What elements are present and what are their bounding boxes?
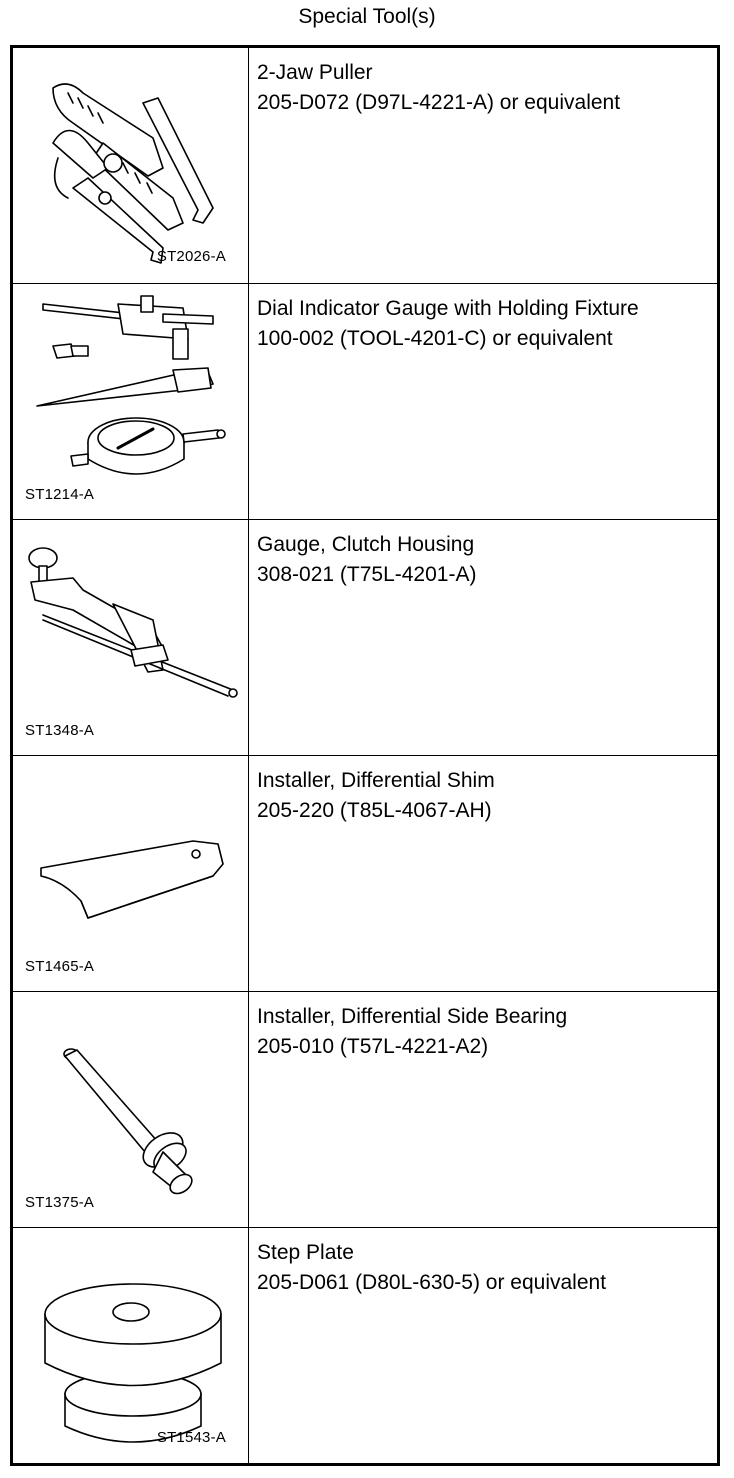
image-code: ST1375-A xyxy=(25,1194,95,1211)
dial-indicator-icon xyxy=(13,284,248,519)
tool-image-cell xyxy=(13,520,249,755)
image-code: ST1214-A xyxy=(25,486,95,503)
tool-number: 205-220 (T85L-4067-AH) xyxy=(257,799,492,822)
table-row xyxy=(13,756,717,992)
image-code: ST1543-A xyxy=(156,1429,226,1446)
tool-image-cell xyxy=(13,756,249,991)
side-bearing-installer-icon xyxy=(13,992,248,1227)
tool-description xyxy=(257,294,717,354)
tool-name: Dial Indicator Gauge with Holding Fixture xyxy=(257,297,639,320)
table-row xyxy=(13,284,717,520)
special-tools-table xyxy=(10,45,720,1466)
table-row xyxy=(13,48,717,284)
step-plate-icon xyxy=(13,1228,248,1463)
tool-number: 100-002 (TOOL-4201-C) or equivalent xyxy=(257,327,613,350)
shim-installer-icon xyxy=(13,756,248,991)
tool-image-cell xyxy=(13,284,249,519)
tool-number: 308-021 (T75L-4201-A) xyxy=(257,563,477,586)
tool-name: Installer, Differential Side Bearing xyxy=(257,1005,568,1028)
tool-description xyxy=(257,1002,717,1062)
tool-name: Step Plate xyxy=(257,1241,354,1264)
image-code: ST1348-A xyxy=(25,722,95,739)
tool-name: Gauge, Clutch Housing xyxy=(257,533,475,556)
tool-number: 205-010 (T57L-4221-A2) xyxy=(257,1035,489,1058)
tool-description xyxy=(257,1238,717,1298)
tool-number: 205-D072 (D97L-4221-A) or equivalent xyxy=(257,91,621,114)
tool-image-cell xyxy=(13,48,249,283)
table-row xyxy=(13,1228,717,1464)
clutch-housing-gauge-icon xyxy=(13,520,248,755)
tool-number: 205-D061 (D80L-630-5) or equivalent xyxy=(257,1271,607,1294)
tool-name: 2-Jaw Puller xyxy=(257,61,373,84)
tool-name: Installer, Differential Shim xyxy=(257,769,495,792)
tool-image-cell xyxy=(13,992,249,1227)
image-code: ST1465-A xyxy=(25,958,95,975)
tool-description xyxy=(257,58,717,118)
page-title: Special Tool(s) xyxy=(298,5,436,28)
table-row xyxy=(13,520,717,756)
table-row xyxy=(13,992,717,1228)
tool-description xyxy=(257,766,717,826)
tool-description xyxy=(257,530,717,590)
image-code: ST2026-A xyxy=(156,248,226,265)
tool-image-cell xyxy=(13,1228,249,1464)
